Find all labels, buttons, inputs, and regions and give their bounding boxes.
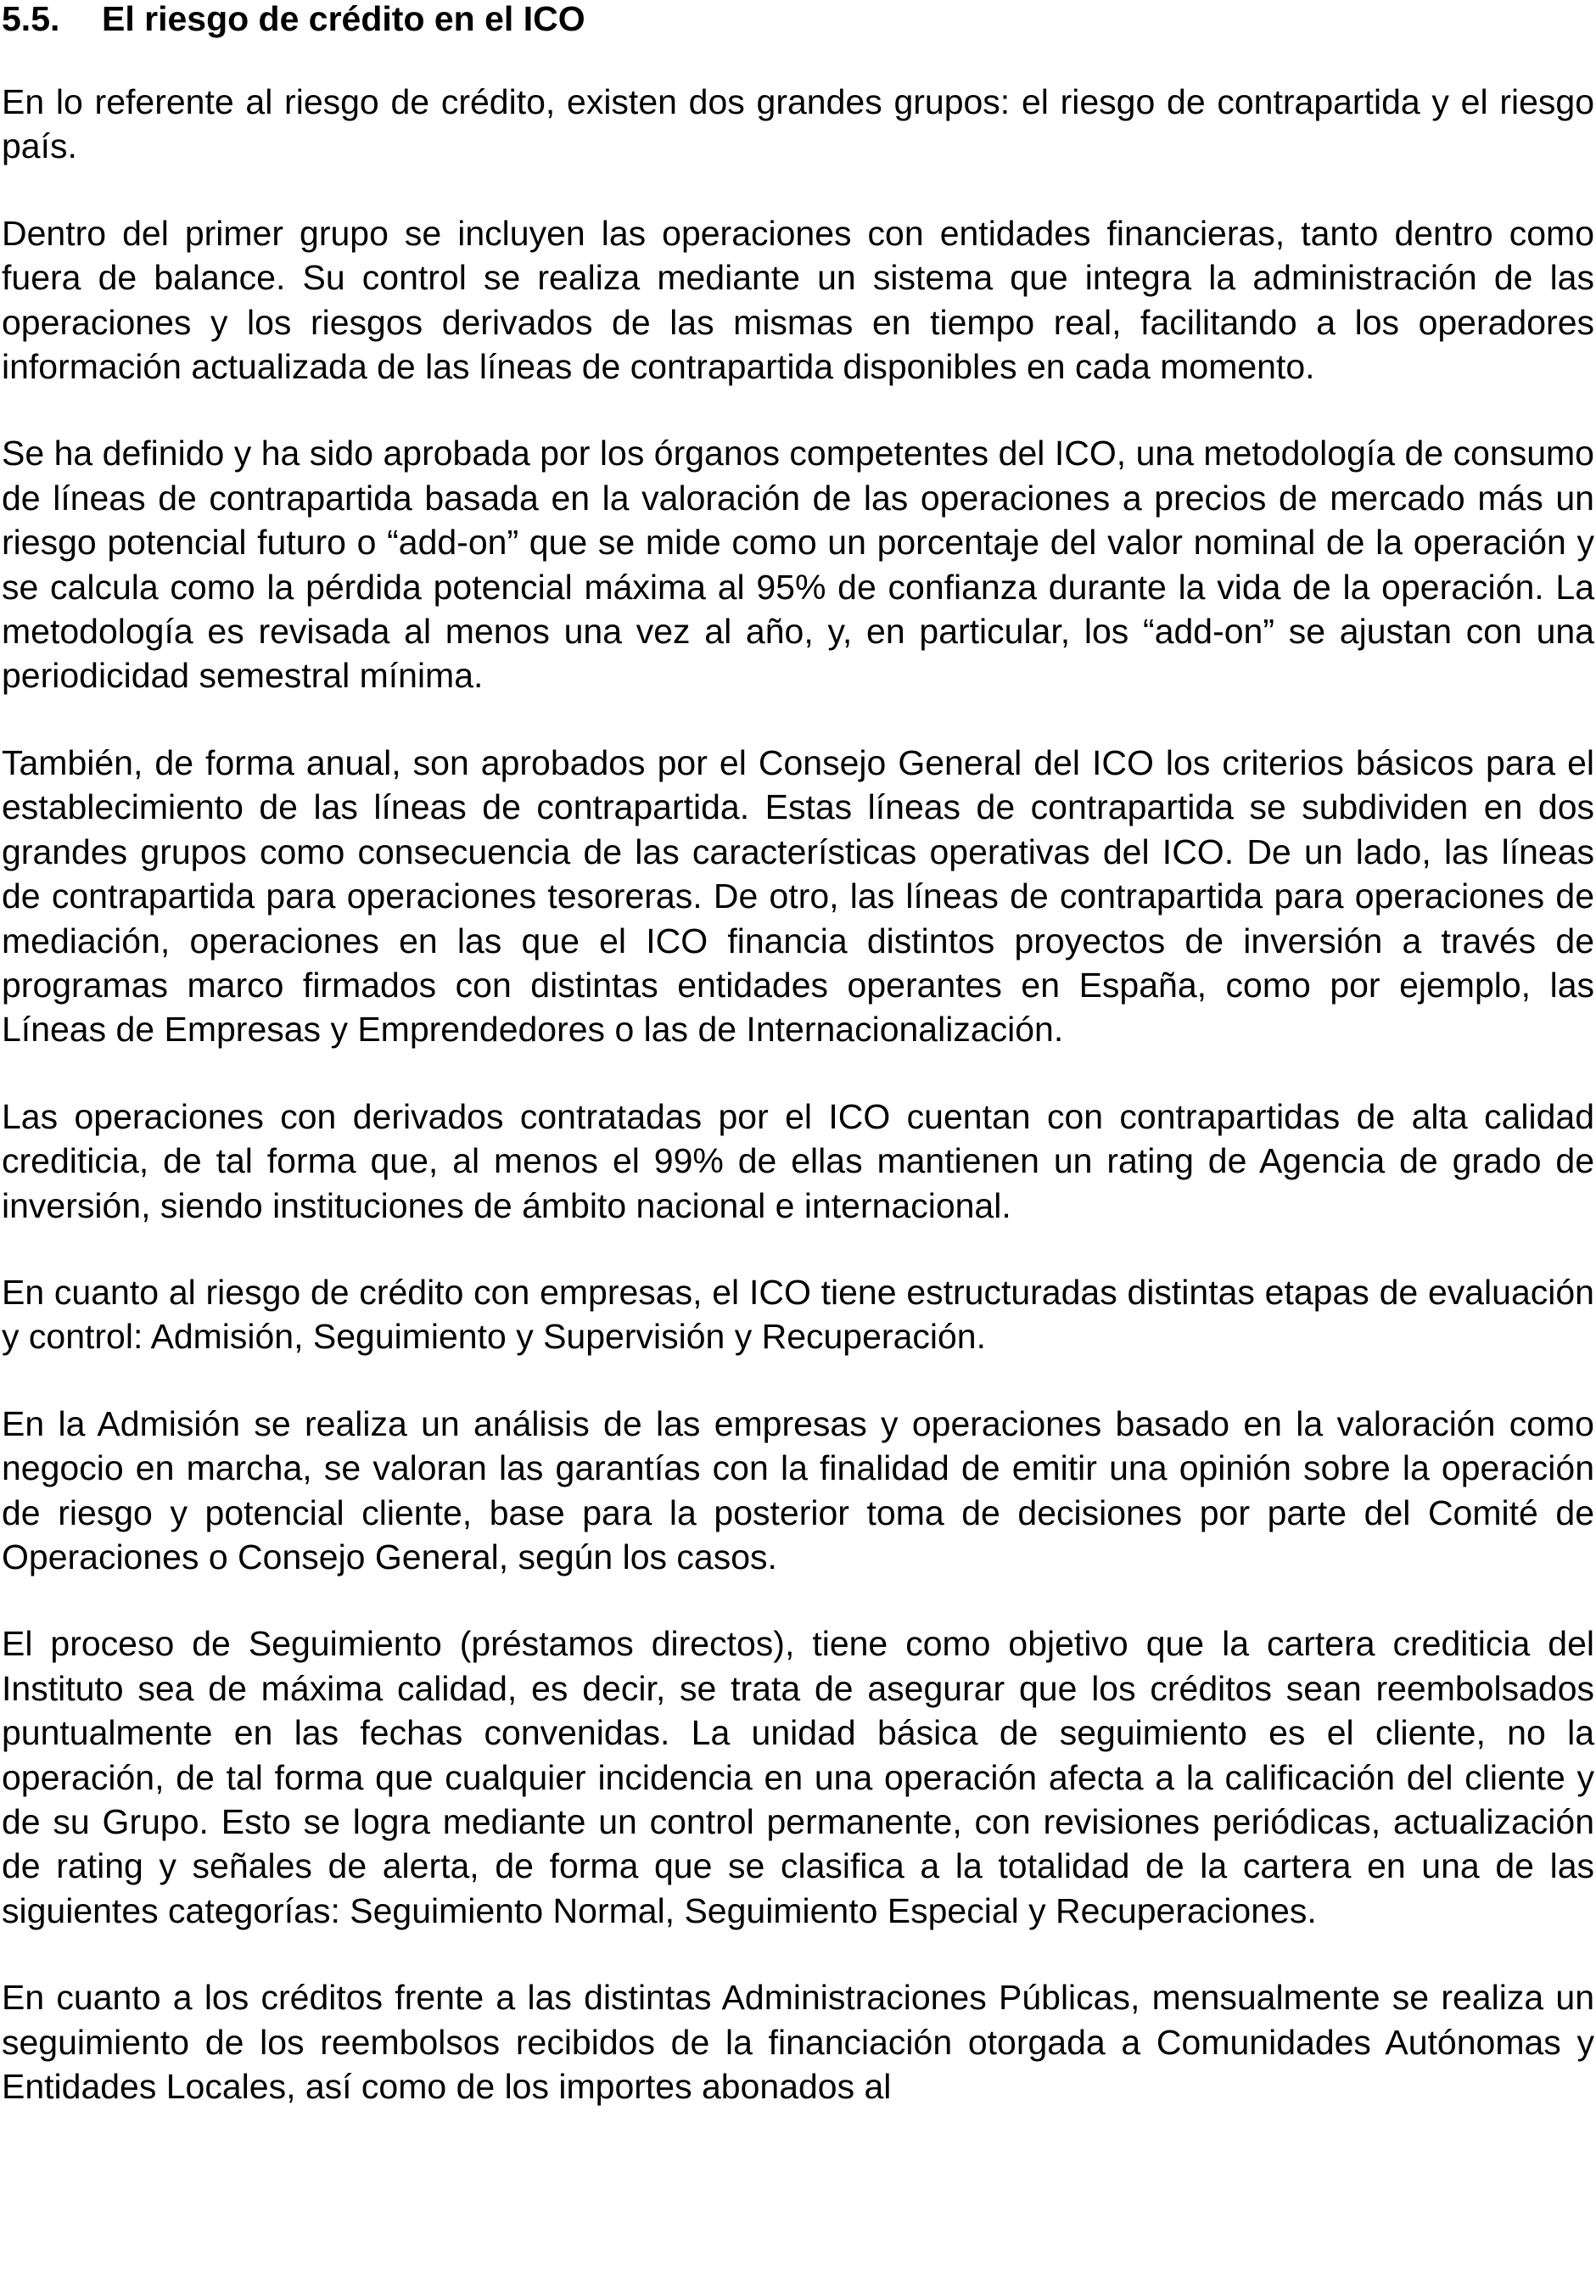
paragraph-credit-risk-groups: En lo referente al riesgo de crédito, existen dos grandes grupos: el riesgo de contrapartida y el riesgo país. [2,82,1594,166]
paragraph-derivatives: Las operaciones con derivados contratadas por el ICO cuentan con contrapartidas de alta calidad crediticia, de tal forma que, al menos el 99% de ellas mantienen un rating de Agencia de grado de inversión, siendo instituciones de ámbito nacional e internacional. [2,1096,1594,1225]
paragraph-monitoring: El proceso de Seguimiento (préstamos directos), tiene como objetivo que la cartera crediticia del Instituto sea de máxima calidad, es decir, se trata de asegurar que los créditos sean reembolsados puntualmente en las fechas convenidas. La unidad básica de seguimiento es el cliente, no la operación, de tal forma que cualquier incidencia en una operación afecta a la calificación del cliente y de su Grupo. Esto se logra mediante un control permanente, con revisiones periódicas, actualización de rating y señales de alerta, de forma que se clasifica a la totalidad de la cartera en una de las siguientes categorías: Seguimiento Normal, Seguimiento Especial y Recuperaciones. [2,1624,1594,1930]
paragraph-admission: En la Admisión se realiza un análisis de las empresas y operaciones basado en la valoración como negocio en marcha, se valoran las garantías con la finalidad de emitir una opinión sobre la operación de riesgo y potencial cliente, base para la posterior toma de decisiones por parte del Comité de Operaciones o Consejo General, según los casos. [2,1403,1594,1576]
section-heading [2,0,1594,41]
section-title: El riesgo de crédito en el ICO [102,0,585,38]
paragraph-company-credit-risk: En cuanto al riesgo de crédito con empresas, el ICO tiene estructuradas distintas etapas de evaluación y control: Admisión, Seguimiento y Supervisión y Recuperación. [2,1272,1594,1357]
paragraph-methodology: Se ha definido y ha sido aprobada por los órganos competentes del ICO, una metodología de consumo de líneas de contrapartida basada en la valoración de las operaciones a precios de mercado más un riesgo potencial futuro o “add-on” que se mide como un porcentaje del valor nominal de la operación y se calcula como la pérdida potencial máxima al 95% de confianza durante la vida de la operación. La metodología es revisada al menos una vez al año, y, en particular, los “add-on” se ajustan con una periodicidad semestral mínima. [2,434,1594,696]
section-number: 5.5. [2,0,60,38]
paragraph-counterparty-lines: También, de forma anual, son aprobados por el Consejo General del ICO los criterios básicos para el establecimiento de las líneas de contrapartida. Estas líneas de contrapartida se subdividen en dos grandes grupos como consecuencia de las características operativas del ICO. De un lado, las líneas de contrapartida para operaciones tesoreras. De otro, las líneas de contrapartida para operaciones de mediación, operaciones en las que el ICO financia distintos proyectos de inversión a través de programas marco firmados con distintas entidades operantes en España, como por ejemplo, las Líneas de Empresas y Emprendedores o las de Internacionalización. [2,742,1594,1050]
paragraph-financial-entities: Dentro del primer grupo se incluyen las operaciones con entidades financieras, tanto dentro como fuera de balance. Su control se realiza mediante un sistema que integra la administración de las operaciones y los riesgos derivados de las mismas en tiempo real, facilitando a los operadores información actualizada de las líneas de contrapartida disponibles en cada momento. [2,213,1594,387]
paragraph-public-administrations: En cuanto a los créditos frente a las distintas Administraciones Públicas, mensualmente se realiza un seguimiento de los reembolsos recibidos de la financiación otorgada a Comunidades Autónomas y Entidades Locales, así como de los importes abonados al [2,1978,1594,2107]
